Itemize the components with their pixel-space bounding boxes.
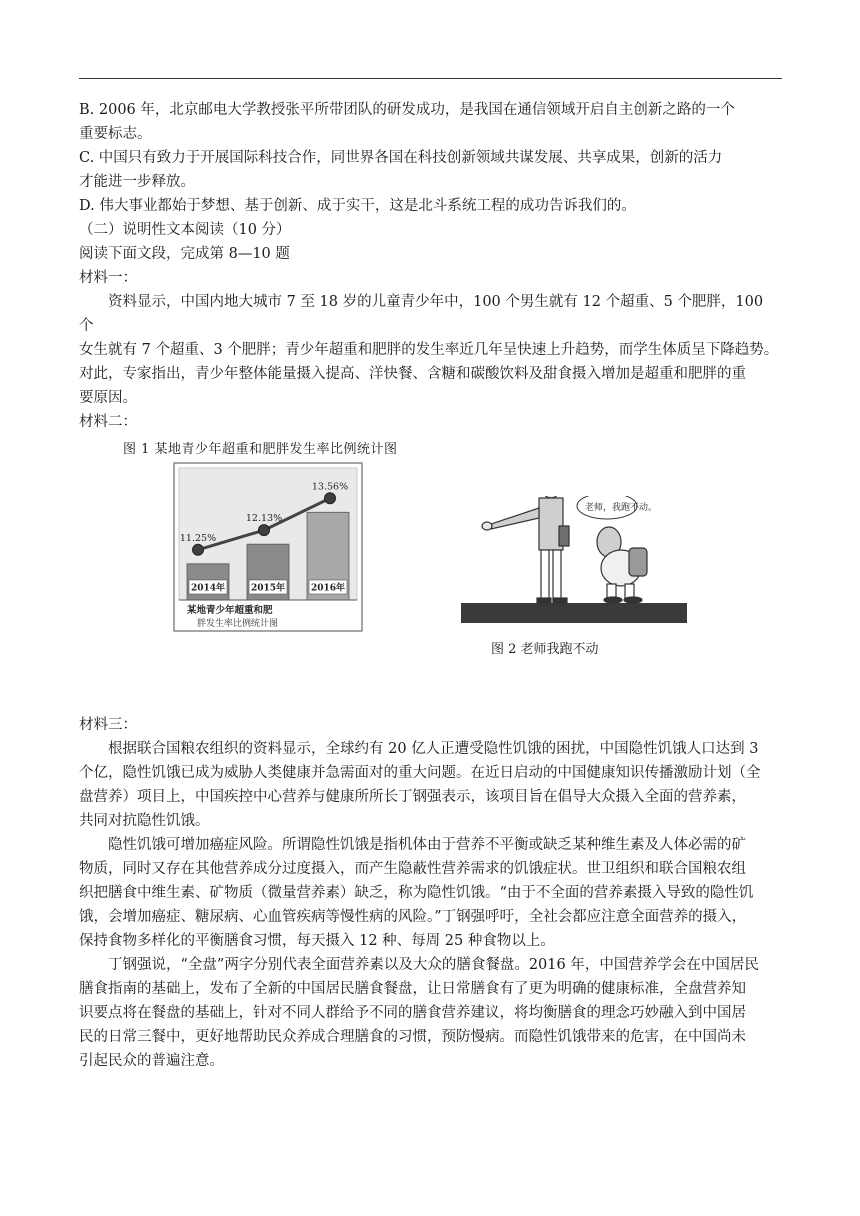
material2-label: 材料二： [79, 414, 137, 430]
instruction: 阅读下面文段，完成第 8—10 题 [79, 246, 290, 262]
material3-p2-line: 饿，会增加癌症、糖尿病、心血管疾病等慢性病的风险。”丁钢强呼吁，全社会都应注意全面营养的摄入， [79, 909, 747, 925]
figure1-chart [173, 462, 363, 632]
speech-bubble-text: 老师，我跑不动。 [585, 503, 658, 513]
material1-line-3: 对此，专家指出，青少年整体能量摄入提高、洋快餐、含糖和碳酸饮料及甜食摄入增加是超重和肥胖的重 [79, 366, 746, 382]
material3-p1-line: 共同对抗隐性饥饿。 [79, 813, 210, 829]
material3-paragraph-2 [79, 833, 782, 953]
material3-p3-line: 识要点将在餐盘的基础上，针对不同人群给予不同的膳食营养建议，将均衡膳食的理念巧妙融入到中国居 [79, 1005, 746, 1021]
material3-label: 材料三： [79, 717, 137, 733]
figure2-caption: 图 2 老师我跑不动 [491, 642, 599, 657]
figure2-cartoon [461, 496, 687, 623]
option-c-line-1: C. 中国只有致力于开展国际科技合作，同世界各国在科技创新领域共谋发展、共享成果，创新的活力 [79, 150, 723, 166]
data-point [193, 544, 204, 555]
category-label: 2015年 [250, 583, 286, 594]
material1-label: 材料一： [79, 270, 137, 286]
material3-p1-line: 个亿，隐性饥饿已成为威胁人类健康并急需面对的重大问题。在近日启动的中国健康知识传播激励计划（全 [79, 765, 761, 781]
section-heading: （二）说明性文本阅读（10 分） [79, 222, 291, 238]
material3-paragraph-3 [79, 953, 782, 1073]
data-label: 12.13% [245, 513, 283, 525]
data-label: 13.56% [311, 481, 349, 493]
material1-line-4: 要原因。 [79, 390, 137, 406]
material3-p3-line: 民的日常三餐中，更好地帮助民众养成合理膳食的习惯，预防慢病。而隐性饥饿带来的危害，在中国尚未 [79, 1029, 746, 1045]
material1-line-1: 资料显示，中国内地大城市 7 至 18 岁的儿童青少年中，100 个男生就有 12 个超重、5 个肥胖，100 个 [79, 294, 764, 334]
chart-caption-line-1: 某地青少年超重和肥 [187, 605, 273, 616]
material3-p1-line: 盘营养）项目上，中国疾控中心营养与健康所所长丁钢强表示，该项目旨在倡导大众摄入全面的营养素， [79, 789, 746, 805]
option-c-line-2: 才能进一步释放。 [79, 174, 195, 190]
material1-line-2: 女生就有 7 个超重、3 个肥胖；青少年超重和肥胖的发生率近几年呈快速上升趋势，而学生体质呈下降趋势。 [79, 342, 779, 358]
material3-paragraph-1 [79, 737, 782, 833]
data-point [325, 493, 336, 504]
material3-p2-line: 织把膳食中维生素、矿物质（微量营养素）缺乏，称为隐性饥饿。“由于不全面的营养素摄入导致的隐性饥 [79, 885, 754, 901]
category-label: 2014年 [190, 583, 226, 594]
figure1-title: 图 1 某地青少年超重和肥胖发生率比例统计图 [123, 442, 398, 457]
data-label: 11.25% [179, 532, 217, 544]
chart-caption-line-2: 胖发生率比例统计图 [197, 619, 279, 629]
option-b-line-2: 重要标志。 [79, 126, 152, 142]
material3-p3-line: 丁钢强说，“全盘”两字分别代表全面营养素以及大众的膳食餐盘。2016 年，中国营养学会在中国居民 [108, 957, 759, 973]
header-rule [79, 78, 782, 79]
material3-p3-line: 引起民众的普遍注意。 [79, 1053, 224, 1069]
category-label: 2016年 [310, 583, 346, 594]
option-d-line: D. 伟大事业都始于梦想、基于创新、成于实干，这是北斗系统工程的成功告诉我们的。 [79, 198, 636, 214]
figures-row [79, 438, 782, 713]
ground-bar [461, 603, 687, 623]
material3-p2-line: 保持食物多样化的平衡膳食习惯，每天摄入 12 种、每周 25 种食物以上。 [79, 933, 555, 949]
material3-p2-line: 物质，同时又存在其他营养成分过度摄入，而产生隐蔽性营养需求的饥饿症状。世卫组织和联合国粮农组 [79, 861, 746, 877]
document-body [79, 98, 782, 1073]
material3-p3-line: 膳食指南的基础上，发布了全新的中国居民膳食餐盘，让日常膳食有了更为明确的健康标准，全盘营养知 [79, 981, 746, 997]
material3-p2-line: 隐性饥饿可增加癌症风险。所谓隐性饥饿是指机体由于营养不平衡或缺乏某种维生素及人体必需的矿 [108, 837, 746, 853]
option-b-line-1: B. 2006 年，北京邮电大学教授张平所带团队的研发成功，是我国在通信领域开启自主创新之路的一个 [79, 102, 735, 118]
material3-p1-line: 根据联合国粮农组织的资料显示，全球约有 20 亿人正遭受隐性饥饿的困扰，中国隐性饥饿人口达到 3 [108, 741, 759, 757]
data-point [259, 525, 270, 536]
